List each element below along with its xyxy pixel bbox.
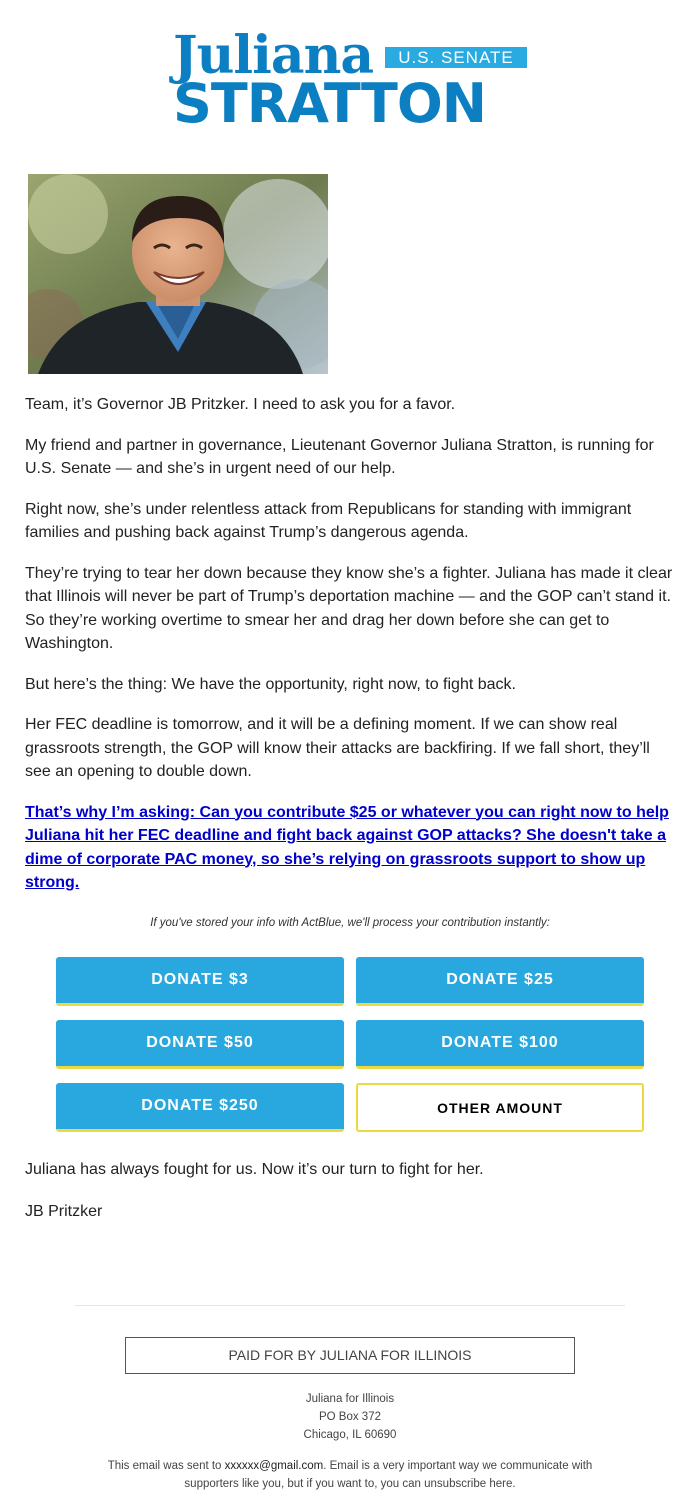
email-sent-notice: [95, 1457, 605, 1493]
logo-senate-badge: U.S. SENATE: [385, 47, 527, 68]
donate-25-button[interactable]: DONATE $25: [356, 957, 644, 1006]
contribute-ask-link[interactable]: That’s why I’m asking: Can you contribute $25 or whatever you can right now to help Juliana hit her FEC deadline and fight back against GOP attacks? She doesn't take a dime of corporate PAC money, so she’s relying on grassroots support to show up strong.: [25, 803, 669, 891]
mailing-address: [0, 1390, 700, 1444]
footer-divider: [75, 1305, 625, 1306]
portrait-photo: [28, 174, 328, 374]
paragraph-greeting: Team, it’s Governor JB Pritzker. I need to ask you for a favor.: [25, 396, 456, 413]
address-org: Juliana for Illinois: [305, 1393, 395, 1405]
closing-line: Juliana has always fought for us. Now it’s our turn to fight for her.: [25, 1161, 484, 1178]
logo-first-name: Juliana: [173, 25, 374, 86]
letter-body: [25, 393, 675, 895]
sent-prefix: This email was sent to: [107, 1460, 225, 1472]
actblue-note: If you've stored your info with ActBlue, we'll process your contribution instantly:: [150, 917, 550, 929]
address-city: Chicago, IL 60690: [303, 1429, 397, 1441]
unsubscribe-text[interactable]: . Email is a very important way we communicate with supporters like you, but if you want to, you can unsubscribe here.: [184, 1460, 593, 1490]
closing-section: [25, 1158, 675, 1242]
donate-50-button[interactable]: DONATE $50: [56, 1020, 344, 1069]
paragraph-opportunity: But here’s the thing: We have the opportunity, right now, to fight back.: [25, 675, 516, 693]
paragraph-senate-run: My friend and partner in governance, Lieutenant Governor Juliana Stratton, is running for U.S. Senate — and she’s in urgent need of our help.: [25, 436, 654, 477]
donate-250-button[interactable]: DONATE $250: [56, 1083, 344, 1132]
address-po-box: PO Box 372: [318, 1411, 381, 1423]
paragraph-attacks: Right now, she’s under relentless attack from Republicans for standing with immigrant families and pushing back against Trump’s dangerous agenda.: [25, 500, 632, 541]
donate-3-button[interactable]: DONATE $3: [56, 957, 344, 1006]
paragraph-fighter: They’re trying to tear her down because they know she’s a fighter. Juliana has made it clear that Illinois will never be part of Trump’s deportation machine — and the GOP can’t stand it. So they’re working overtime to smear her and drag her down before she can get to Washington.: [25, 564, 673, 652]
donate-100-button[interactable]: DONATE $100: [356, 1020, 644, 1069]
portrait-photo-illustration: [28, 174, 328, 374]
logo-last-name: STRATTON: [173, 72, 486, 135]
other-amount-button[interactable]: OTHER AMOUNT: [356, 1083, 644, 1132]
paid-for-box: PAID FOR BY JULIANA FOR ILLINOIS: [125, 1337, 575, 1374]
signature: JB Pritzker: [25, 1203, 103, 1220]
campaign-logo: [173, 25, 528, 135]
paragraph-deadline: Her FEC deadline is tomorrow, and it will be a defining moment. If we can show real grassroots strength, the GOP will know their attacks are backfiring. If we fall short, they’ll see an opening to double down.: [25, 716, 650, 780]
recipient-email: xxxxxx@gmail.com: [224, 1460, 324, 1472]
